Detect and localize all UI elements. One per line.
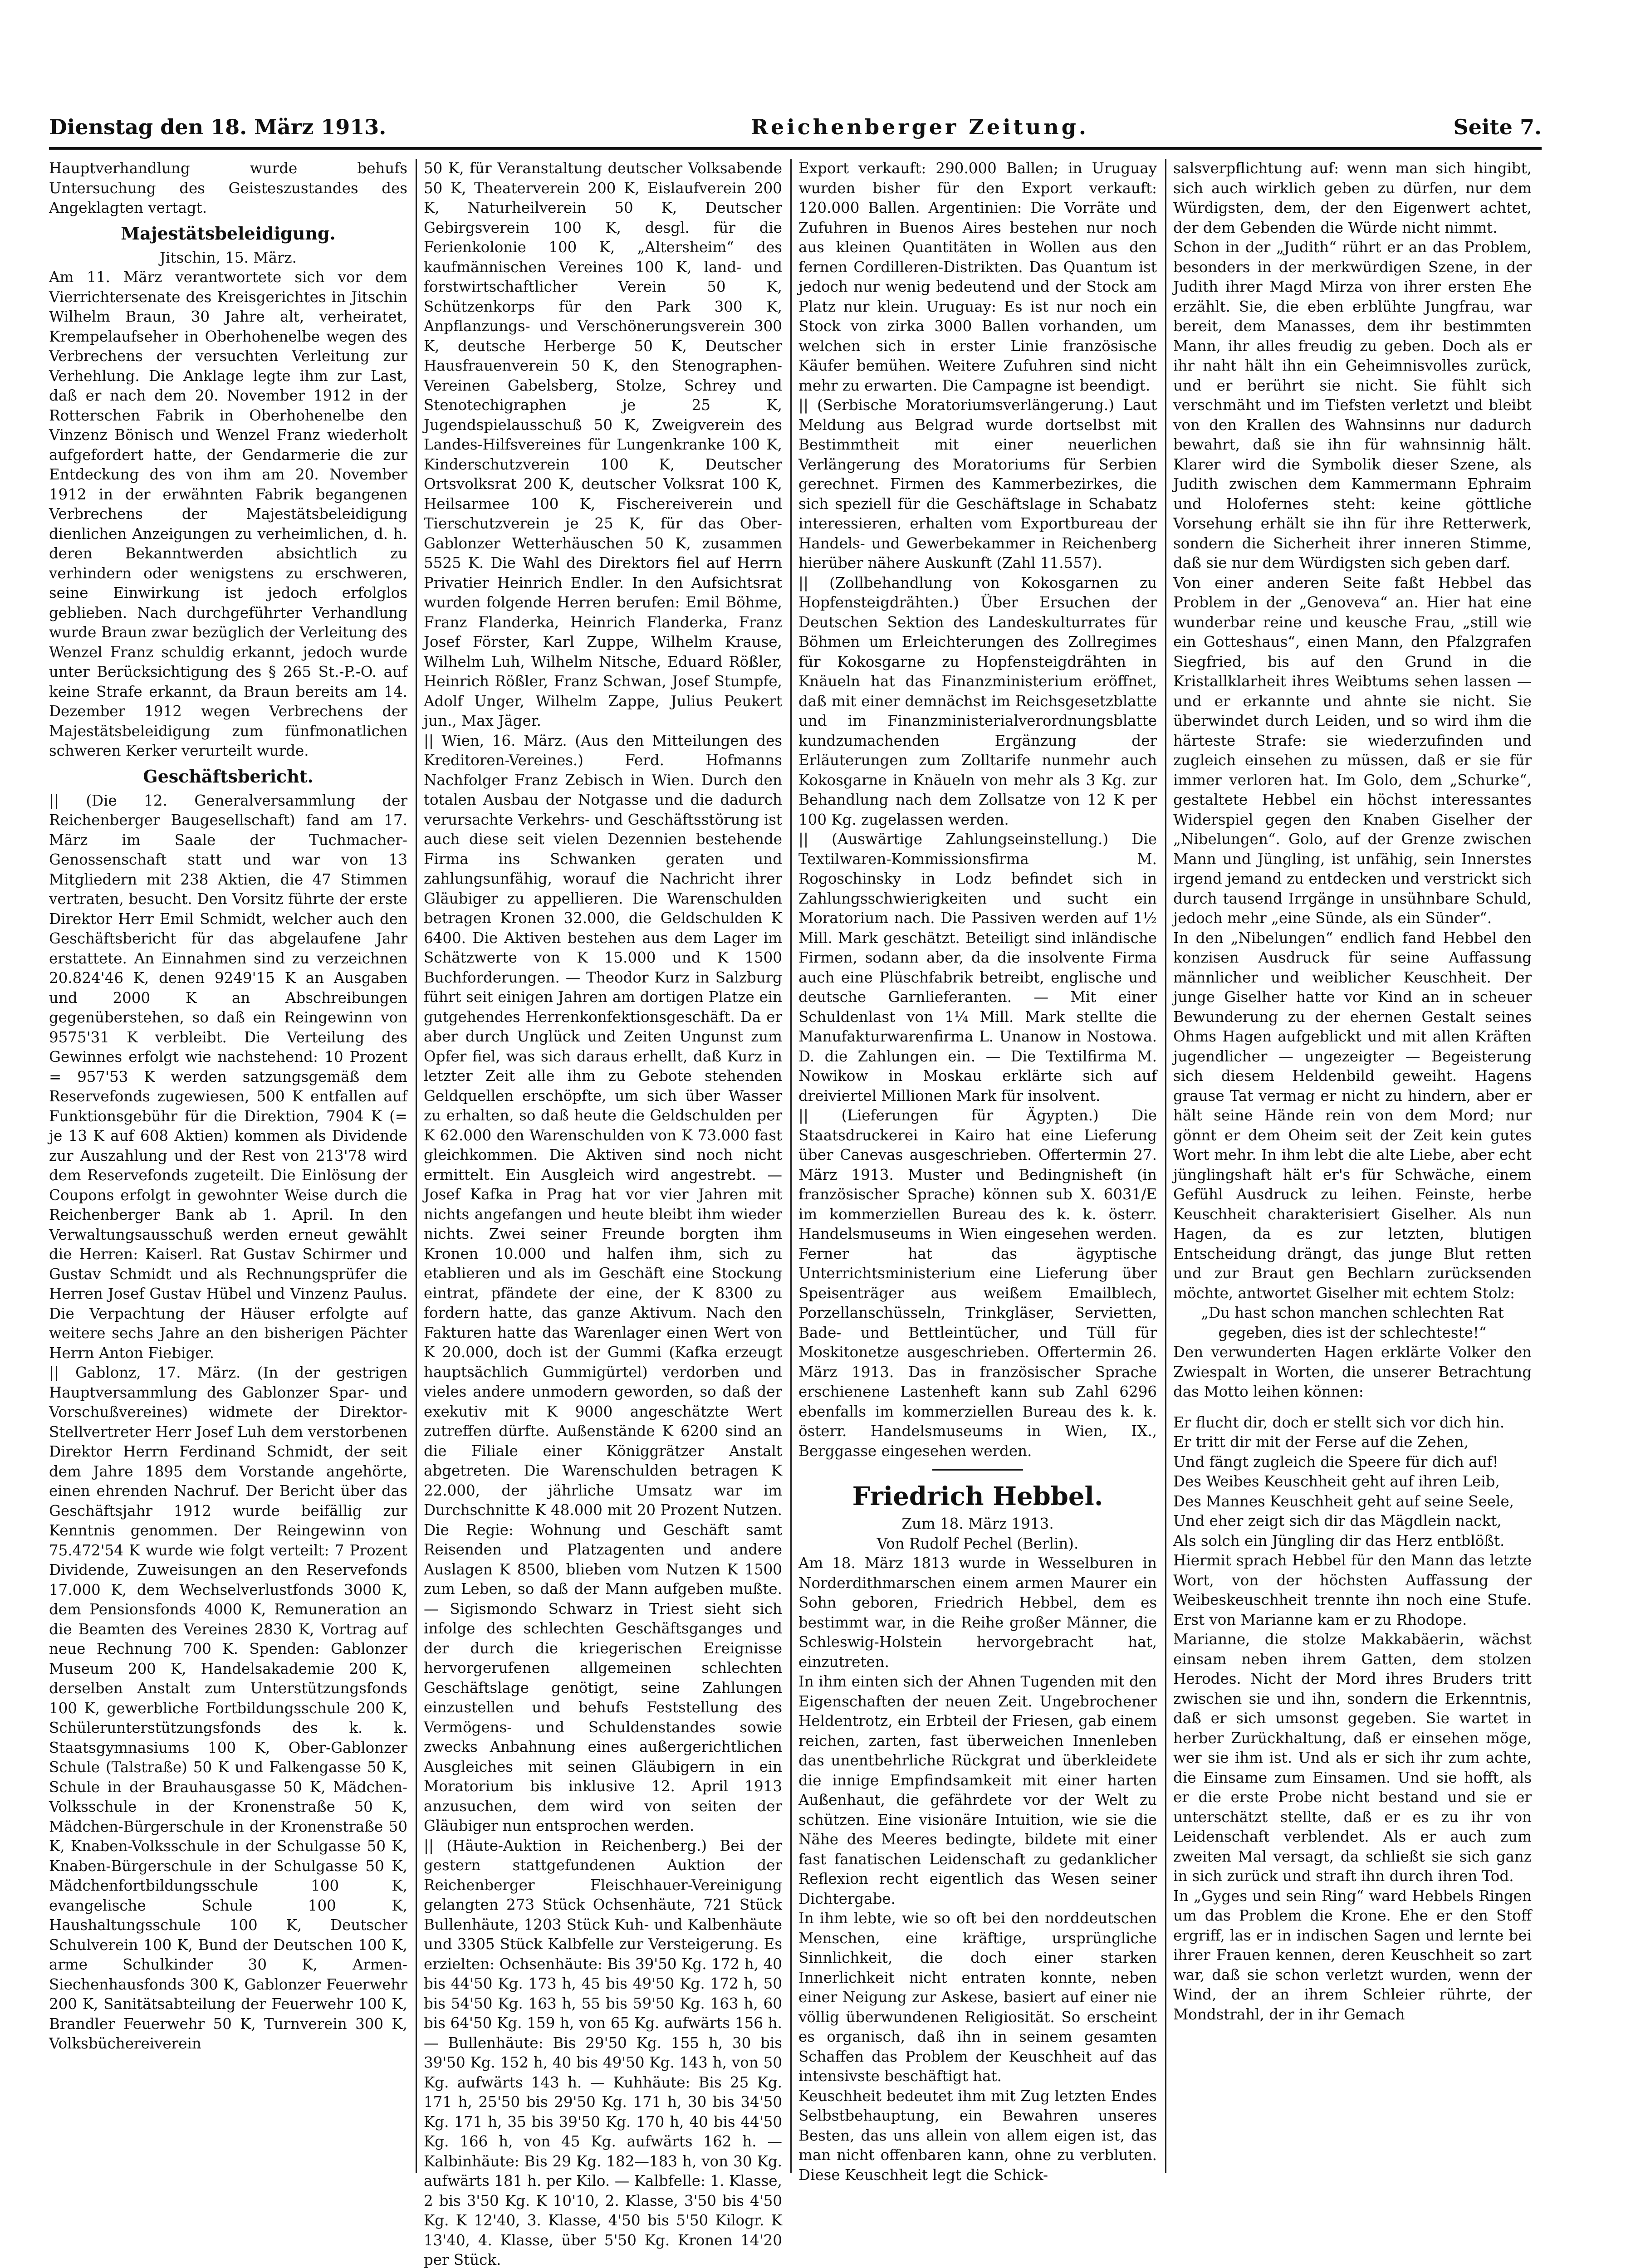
article-paragraph: Hiermit sprach Hebbel für den Mann das letzte Wort, von der höchsten Auffassung der Weibeskeuschheit trennte ihn noch eine Stufe. Erst von Marianne kam er zu Rhodope.: [1173, 1551, 1532, 1630]
dateline: Jitschin, 15. März.: [49, 248, 407, 268]
article-paragraph: 50 K, für Veranstaltung deutscher Volksabende 50 K, Theaterverein 200 K, Eislaufverein 200 K, Naturheilverein 50 K, Deutscher Gebirgsverein 100 K, desgl. für die Ferienkolonie 100 K, „Altersheim“ des kaufmännischen Vereines 100 K, land- und forstwirtschaftlicher Verein 50 K, Schützenkorps für den Park 300 K, Anpflanzungs- und Verschönerungsverein 300 K, deutsche Herberge 50 K, Deutscher Hausfrauenverein 50 K, den Stenographen-Vereinen Gabelsberg, Stolze, Schrey und Stenotechigraphen je 25 K, Jugendspielausschuß 50 K, Zweigverein des Landes-Hilfsvereines für Lungenkranke 100 K, Kinderschutzverein 100 K, Deutscher Ortsvolksrat 200 K, deutscher Volksrat 100 K, Heilsarmee 100 K, Fischereiverein und Tierschutzverein je 25 K, für das Ober-Gablonzer Wetterhäuschen 50 K, zusammen 5525 K. Die Wahl des Direktors fiel auf Herrn Privatier Heinrich Endler. In den Aufsichtsrat wurden folgende Herren berufen: Emil Böhme, Franz Flanderka, Heinrich Flanderka, Franz Josef Förster, Karl Zuppe, Wilhelm Krause, Wilhelm Luh, Wilhelm Nitsche, Eduard Rößler, Heinrich Rößler, Franz Schwan, Josef Stumpfe, Adolf Unger, Wilhelm Zappe, Julius Peukert jun., Max Jäger.: [424, 159, 782, 731]
verse-line: Und fängt zugleich die Speere für dich auf!: [1173, 1452, 1532, 1472]
column-3: [798, 159, 1157, 2173]
verse-line: Er flucht dir, doch er stellt sich vor dich hin.: [1173, 1413, 1532, 1433]
page-header: [49, 109, 1542, 145]
article-paragraph: || Wien, 16. März. (Aus den Mitteilungen des Kreditoren-Vereines.) Ferd. Hofmanns Nachfolger Franz Zebisch in Wien. Durch den totalen Ausbau der Notgasse und die dadurch verursachte Verkehrs- und Geschäftsstörung ist auch diese seit vielen Dezennien bestehende Firma ins Schwanken geraten und zahlungsunfähig, worauf die Nachricht ihrer Gläubiger zu appellieren. Die Warenschulden betragen Kronen 32.000, die Geldschulden K 6400. Die Aktiven bestehen aus dem Lager im Schätzwerte von K 15.000 und K 1500 Buchforderungen. — Theodor Kurz in Salzburg führt seit einigen Jahren am dortigen Platze ein gutgehendes Herrenkonfektionsgeschäft. Da er aber durch Unglück und Zeiten Ungunst zum Opfer fiel, was sich daraus erhellt, daß Kurz in letzter Zeit alle ihm zu Gebote stehenden Geldquellen erschöpfte, um sich über Wasser zu erhalten, so daß heute die Geldschulden per K 62.000 den Warenschulden von K 73.000 fast gleichkommen. Die Aktiven sind noch nicht ermittelt. Ein Ausgleich wird angestrebt. — Josef Kafka in Prag hat vor vier Jahren mit nichts angefangen und heute bleibt ihm wieder nichts. Zwei seiner Freunde borgten ihm Kronen 10.000 und halfen ihm, sich zu etablieren und als im Geschäft eine Stockung eintrat, pfändete der eine, der K 8300 zu fordern hatte, das ganze Aktivum. Nach den Fakturen hatte das Warenlager einen Wert von K 20.000, doch ist der Gummi (Kafka erzeugt hauptsächlich Gummigürtel) verdorben und vieles andere unmodern geworden, so daß der exekutiv mit K 9000 angeschätzte Wert zutreffen dürfte. Außenstände K 6200 sind an die Filiale einer Königgrätzer Anstalt abgetreten. Die Warenschulden betragen K 22.000, der jährliche Umsatz war im Durchschnitte K 48.000 mit 20 Prozent Nutzen. Die Regie: Wohnung und Geschäft samt Reisenden und Platzagenten und andere Auslagen K 8500, blieben vom Nutzen K 1500 zum Leben, so daß der Mann aufgeben mußte. — Sigismondo Schwarz in Triest sieht sich infolge des schlechten Geschäftsganges und der durch die kriegerischen Ereignisse hervorgerufenen allgemeinen schlechten Geschäftslage genötigt, seine Zahlungen einzustellen und behufs Feststellung des Vermögens- und Schuldenstandes sowie zwecks Anbahnung eines außergerichtlichen Ausgleiches mit seinen Gläubigern in ein Moratorium bis inklusive 12. April 1913 anzusuchen, dem wird von seiten der Gläubiger nun entsprochen werden.: [424, 731, 782, 1836]
article-paragraph: In „Gyges und sein Ring“ ward Hebbels Ringen um das Problem die Krone. Ehe er den Stoff ergriff, las er in indischen Sagen und lernte bei ihrer Frauen kennen, deren Keuschheit so zart war, daß sie schon verletzt wurden, wenn der Wind, der an ihrem Schleier rührte, der Mondstrahl, der in ihr Gemach: [1173, 1887, 1532, 2025]
section-divider: [932, 1469, 1023, 1471]
header-date: Dienstag den 18. März 1913.: [49, 115, 386, 139]
column-divider: [790, 159, 792, 2173]
article-paragraph: Hauptverhandlung wurde behufs Untersuchung des Geisteszustandes des Angeklagten vertagt.: [49, 159, 407, 218]
column-2: [424, 159, 782, 2173]
article-paragraph: Am 18. März 1813 wurde in Wesselburen in Norderdithmarschen einem armen Maurer ein Sohn geboren, Friedrich Hebbel, dem es bestimmt war, in die Reihe großer Männer, die Schleswig-Holstein hervorgebracht hat, einzutreten.: [798, 1554, 1157, 1672]
verse-quote: [1173, 1413, 1532, 1551]
article-paragraph: || (Serbische Moratoriumsverlängerung.) Laut Meldung aus Belgrad wurde dortselbst mit Bestimmtheit mit einer neuerlichen Verlängerung des Moratoriums für Serbien gerechnet. Firmen des Kammerbezirkes, die sich speziell für die Geschäftslage in Schabatz interessieren, erhalten vom Exportbureau der Handels- und Gewerbekammer in Reichenberg hierüber nähere Auskunft (Zahl 11.557).: [798, 396, 1157, 573]
verse-line: Des Weibes Keuschheit geht auf ihren Leib,: [1173, 1472, 1532, 1492]
article-paragraph: || Gablonz, 17. März. (In der gestrigen Hauptversammlung des Gablonzer Spar- und Vorschußvereines) widmete der Direktor-Stellvertreter Herr Josef Luh dem verstorbenen Direktor Herrn Ferdinand Schmidt, der seit dem Jahre 1895 dem Vorstande angehörte, einen ehrenden Nachruf. Der Bericht über das Geschäftsjahr 1912 wurde beifällig zur Kenntnis genommen. Der Reingewinn von 75.472'54 K wurde wie folgt verteilt: 7 Prozent Dividende, Zuweisungen an den Reservefonds 17.000 K, dem Wechselverlustfonds 3000 K, dem Pensionsfonds 4000 K, Remuneration an die Beamten des Vereines 2830 K, Vortrag auf neue Rechnung 700 K. Spenden: Gablonzer Museum 200 K, Handelsakademie 200 K, derselben Anstalt zum Unterstützungsfonds 100 K, gewerbliche Fortbildungsschule 200 K, Schülerunterstützungsfonds des k. k. Staatsgymnasiums 100 K, Ober-Gablonzer Schule (Talstraße) 50 K und Falkengasse 50 K, Schule in der Brauhausgasse 50 K, Mädchen-Volksschule in der Kronenstraße 50 K, Mädchen-Bürgerschule in der Kronenstraße 50 K, Knaben-Volksschule in der Schulgasse 50 K, Knaben-Bürgerschule in der Schulgasse 50 K, Mädchenfortbildungsschule 100 K, evangelische Schule 100 K, Haushaltungsschule 100 K, Deutscher Schulverein 100 K, Bund der Deutschen 100 K, arme Schulkinder 30 K, Armen-Siechenhausfonds 300 K, Gablonzer Feuerwehr 200 K, Sanitätsabteilung der Feuerwehr 100 K, Brandler Feuerwehr 50 K, Turnverein 300 K, Volksbüchereiverein: [49, 1363, 407, 2054]
feuilleton-subtitle: Zum 18. März 1913.: [798, 1514, 1157, 1534]
article-paragraph: Von einer anderen Seite faßt Hebbel das Problem in der „Genoveva“ an. Hier hat eine wunderbar reine und keusche Frau, „still wie ein Gotteshaus“, einen Mann, den Pfalzgrafen Siegfried, bis auf den Grund in die Kristallklarheit ihres Weibtums sehen lassen — und er erkannte und ahnte sie nicht. Sie überwindet durch Leiden, und so wird ihm die härteste Strafe: sie wiederzufinden und zugleich einsehen zu müssen, daß er sie für immer verloren hat. Im Golo, dem „Schurke“, gestaltete Hebbel ein höchst interessantes Widerspiel gegen den Knaben Giselher der „Nibelungen“. Golo, auf der Grenze zwischen Mann und Jüngling, ist unfähig, sein Innerstes irgend jemand zu entdecken und verstrickt sich durch tausend Irrgänge in unsühnbare Schuld, jedoch mehr „eine Sünde, als ein Sünder“.: [1173, 573, 1532, 929]
verse-line: Des Mannes Keuschheit geht auf seine Seele,: [1173, 1492, 1532, 1512]
section-heading: Majestätsbeleidigung.: [49, 223, 407, 244]
section-heading: Geschäftsbericht.: [49, 766, 407, 787]
column-divider: [416, 159, 417, 2173]
page-number: Seite 7.: [1453, 115, 1542, 139]
verse-line: Als solch ein Jüngling dir das Herz entblößt.: [1173, 1531, 1532, 1551]
article-paragraph: || (Auswärtige Zahlungseinstellung.) Die Textilwaren-Kommissionsfirma M. Rogoschinsky in Lodz befindet sich in Zahlungsschwierigkeiten und sucht ein Moratorium nach. Die Passiven werden auf 1½ Mill. Mark geschätzt. Beteiligt sind inländische Firmen, sodann aber, da die insolvente Firma auch eine Plüschfabrik betreibt, englische und deutsche Garnlieferanten. — Mit einer Schuldenlast von 1¼ Mill. Mark stellte die Manufakturwarenfirma L. Unanow in Nostowa. D. die Zahlungen ein. — Die Textilfirma M. Nowikow in Moskau erklärte sich auf dreiviertel Millionen Mark für insolvent.: [798, 830, 1157, 1106]
column-4: [1173, 159, 1532, 2173]
article-paragraph: Schon in der „Judith“ rührt er an das Problem, besonders in der merkwürdigen Szene, in der Judith ihrer Magd Mirza von ihrer ersten Ehe erzählt. Sie, die eben erblühte Jungfrau, war bereit, dem Manasses, dem ihr bestimmten Mann, ihr alles freudig zu geben. Doch als er ihr naht hält ihn ein Geheimnisvolles zurück, und er berührt sie nicht. Sie fühlt sich verschmäht und im Tiefsten verletzt und bleibt von den Krallen des Wahnsinns nur dadurch bewahrt, daß sie ihn für wahnsinnig hält. Klarer wird die Symbolik dieser Szene, als Judith zwischen dem Kammermann Ephraim und Holofernes steht: keine göttliche Vorsehung erhält sie ihn für ihre Retterwerk, sondern die Sicherheit ihrer inneren Stimme, daß sie nur dem Würdigsten sich geben darf.: [1173, 238, 1532, 573]
article-paragraph: In ihm lebte, wie so oft bei den norddeutschen Menschen, eine kräftige, ursprüngliche Sinnlichkeit, die doch einer starken Innerlichkeit nicht entraten konnte, neben einer Neigung zur Askese, basiert auf einer nie völlig überwundenen Religiosität. So erscheint es organisch, daß ihn in seinem gesamten Schaffen das Problem der Keuschheit auf das intensivste beschäftigt hat.: [798, 1909, 1157, 2087]
article-paragraph: salsverpflichtung auf: wenn man sich hingibt, sich auch wirklich geben zu dürfen, nur dem Würdigsten, dem, der den Eigenwert achtet, der dem Gebenden die Würde nicht nimmt.: [1173, 159, 1532, 238]
article-paragraph: || (Die 12. Generalversammlung der Reichenberger Baugesellschaft) fand am 17. März im Saale der Tuchmacher-Genossenschaft statt und war von 13 Mitgliedern mit 238 Aktien, die 47 Stimmen vertraten, besucht. Den Vorsitz führte der erste Direktor Herr Emil Schmidt, welcher auch den Geschäftsbericht für das abgelaufene Jahr erstattete. An Einnahmen sind zu verzeichnen 20.824'46 K, denen 9249'15 K an Ausgaben und 2000 K an Abschreibungen gegenüberstehen, so daß ein Reingewinn von 9575'31 K verbleibt. Die Verteilung des Gewinnes erfolgt wie nachstehend: 10 Prozent = 957'53 K werden satzungsgemäß dem Reservefonds zugewiesen, 500 K entfallen auf Funktionsgebühr für die Direktion, 7904 K (= je 13 K auf 608 Aktien) kommen als Dividende zur Auszahlung und der Rest von 213'78 wird dem Reservefonds zugeteilt. Die Einlösung der Coupons erfolgt in gewohnter Weise durch die Reichenberger Bank ab 1. April. In den Verwaltungsausschuß werden erneut gewählt die Herren: Kaiserl. Rat Gustav Schirmer und Gustav Schmidt und als Rechnungsprüfer die Herren Josef Gustav Hübel und Vinzenz Paulus. Die Verpachtung der Häuser erfolgte auf weitere sechs Jahre an den bisherigen Pächter Herrn Anton Fiebiger.: [49, 791, 407, 1364]
column-divider: [1165, 159, 1166, 2173]
column-1: [49, 159, 407, 2173]
article-paragraph: || (Lieferungen für Ägypten.) Die Staatsdruckerei in Kairo hat eine Lieferung über Canevas ausgeschrieben. Offertermin 27. März 1913. Muster und Bedingnisheft (in französischer Sprache) können sub X. 6031/E im kommerziellen Bureau des k. k. österr. Handelsmuseums in Wien eingesehen werden. Ferner hat das ägyptische Unterrichtsministerium eine Lieferung über Speisenträger aus weißem Emailblech, Porzellanschüsseln, Trinkgläser, Servietten, Bade- und Bettleintücher, und Tüll für Moskitonetze ausgeschrieben. Offertermin 26. März 1913. Das in französischer Sprache erschienene Lastenheft kann sub Zahl 6296 ebenfalls im kommerziellen Bureau des k. k. österr. Handelsmuseums in Wien, IX., Berggasse eingesehen werden.: [798, 1106, 1157, 1461]
quote-line: „Du hast schon manchen schlechten Rat gegeben, dies ist der schlechteste!“: [1173, 1303, 1532, 1343]
feuilleton-title: Friedrich Hebbel.: [798, 1481, 1157, 1511]
newspaper-page: [49, 109, 1542, 2177]
newspaper-title: Reichenberger Zeitung.: [751, 115, 1089, 139]
verse-line: Er tritt dir mit der Ferse auf die Zehen,: [1173, 1432, 1532, 1452]
article-paragraph: Am 11. März verantwortete sich vor dem Vierrichtersenate des Kreisgerichtes in Jitschin Wilhelm Braun, 30 Jahre alt, verheiratet, Krempelaufseher in Oberhohenelbe wegen des Verbrechens der versuchten Verleitung zur Verhehlung. Die Anklage legte ihm zur Last, daß er nach dem 20. November 1912 in der Rotterschen Fabrik in Oberhohenelbe den Vinzenz Bönisch und Wenzel Franz wiederholt aufgefordert hatte, der Gendarmerie die zur Entdeckung des von ihm am 20. November 1912 in der erwähnten Fabrik begangenen Verbrechens der Majestätsbeleidigung dienlichen Anzeigungen zu verheimlichen, d. h. deren Bekanntwerden absichtlich zu verhindern oder wenigstens zu erschweren, seine Einwirkung ist jedoch erfolglos geblieben. Nach durchgeführter Verhandlung wurde Braun zwar bezüglich der Verleitung des Wenzel Franz schuldig erkannt, jedoch wurde unter Berücksichtigung des § 265 St.-P.-O. auf keine Strafe erkannt, da Braun bereits am 14. Dezember 1912 wegen Verbrechens der Majestätsbeleidigung zum fünfmonatlichen schweren Kerker verurteilt wurde.: [49, 268, 407, 761]
header-rule: [49, 147, 1542, 150]
article-paragraph: Marianne, die stolze Makkabäerin, wächst einsam neben ihrem Gatten, dem stolzen Herodes. Nicht der Mord ihres Bruders tritt zwischen sie und ihn, sondern die Erkenntnis, daß er sich umsonst gegeben. Sie wartet in herber Zurückhaltung, daß er einsehen möge, wer sie ihm ist. Und als er sich ihr zum achte, die Einsame zum Einsamen. Und sie hofft, als er die erste Probe nicht bestand und sie er unterschätzt stellte, daß er es zu ihr von Leidenschaft verblendet. Als er auch zum zweiten Mal versagt, da schließt sie sich ganz in sich zurück und straft ihn durch ihren Tod.: [1173, 1630, 1532, 1887]
article-paragraph: Keuschheit bedeutet ihm mit Zug letzten Endes Selbstbehauptung, ein Bewahren unseres Besten, das uns allein von allem eigen ist, das man nicht offenbaren kann, ohne zu verbluten. Diese Keuschheit legt die Schick-: [798, 2087, 1157, 2185]
article-paragraph: Export verkauft: 290.000 Ballen; in Uruguay wurden bisher für den Export verkauft: 120.000 Ballen. Argentinien: Die Vorräte und Zufuhren in Buenos Aires bestehen nur noch aus kleinen Quantitäten in Wollen aus den fernen Cordilleren-Distrikten. Das Quantum ist jedoch nur wenig bedeutend und der Stock am Platz nur klein. Uruguay: Es ist nur noch ein Stock von zirka 3000 Ballen vorhanden, um welchen sich in erster Linie französische Käufer bemühen. Weitere Zufuhren sind nicht mehr zu erwarten. Die Campagne ist beendigt.: [798, 159, 1157, 396]
article-paragraph: Den verwunderten Hagen erklärte Volker den Zwiespalt in Worten, die unserer Betrachtung das Motto leihen können:: [1173, 1343, 1532, 1402]
article-paragraph: || (Zollbehandlung von Kokosgarnen zu Hopfensteigdrähten.) Über Ersuchen der Deutschen Sektion des Landeskulturrates für Böhmen um Erleichterungen des Zollregimes für Kokosgarne zu Hopfensteigdrähten in Knäueln hat das Finanzministerium eröffnet, daß mit einer demnächst im Reichsgesetzblatte und im Finanzministerialverordnungsblatte kundzumachenden Ergänzung der Erläuterungen zum Zolltarife nunmehr auch Kokosgarne in Knäueln von mehr als 3 Kg. zur Behandlung nach dem Zollsatze von 12 K per 100 Kg. zugelassen werden.: [798, 573, 1157, 830]
article-paragraph: || (Häute-Auktion in Reichenberg.) Bei der gestern stattgefundenen Auktion der Reichenberger Fleischhauer-Vereinigung gelangten 273 Stück Ochsenhäute, 721 Stück Bullenhäute, 1203 Stück Kuh- und Kalbenhäute und 3305 Stück Kalbfelle zur Versteigerung. Es erzielten: Ochsenhäute: Bis 39'50 Kg. 172 h, 40 bis 44'50 Kg. 173 h, 45 bis 49'50 Kg. 172 h, 50 bis 54'50 Kg. 163 h, 55 bis 59'50 Kg. 163 h, 60 bis 64'50 Kg. 159 h, von 65 Kg. aufwärts 156 h. — Bullenhäute: Bis 29'50 Kg. 155 h, 30 bis 39'50 Kg. 152 h, 40 bis 49'50 Kg. 143 h, von 50 Kg. aufwärts 143 h. — Kuhhäute: Bis 25 Kg. 171 h, 25'50 bis 29'50 Kg. 171 h, 30 bis 34'50 Kg. 171 h, 35 bis 39'50 Kg. 170 h, 40 bis 44'50 Kg. 166 h, von 45 Kg. aufwärts 162 h. — Kalbinhäute: Bis 29 Kg. 182—183 h, von 30 Kg. aufwärts 181 h. per Kilo. — Kalbfelle: 1. Klasse, 2 bis 3'50 Kg. K 10'10, 2. Klasse, 3'50 bis 4'50 Kg. K 12'40, 3. Klasse, 4'50 bis 5'50 Kilogr. K 13'40, 4. Klasse, über 5'50 Kg. Kronen 14'20 per Stück.: [424, 1836, 782, 2268]
feuilleton-author: Von Rudolf Pechel (Berlin).: [798, 1534, 1157, 1554]
verse-line: Und eher zeigt sich dir das Mägdlein nackt,: [1173, 1511, 1532, 1531]
article-paragraph: In ihm einten sich der Ahnen Tugenden mit den Eigenschaften der neuen Zeit. Ungebrochener Heldentrotz, ein Erbteil der Friesen, gab einem reichen, zarten, fast überweichen Innenleben das unentbehrliche Rückgrat und überkleidete die innige Empfindsamkeit mit einer harten Außenhaut, die gefährdete vor der Welt zu schützen. Eine visionäre Intuition, wie sie die Nähe des Meeres bedingte, bildete mit einer fast fanatischen Leidenschaft zu gedanklicher Reflexion recht eigentlich das Wesen seiner Dichtergabe.: [798, 1672, 1157, 1909]
article-paragraph: In den „Nibelungen“ endlich fand Hebbel den konzisen Ausdruck für seine Auffassung männlicher und weiblicher Keuschheit. Der junge Giselher hatte vor Kind an in scheuer Bewunderung zu der ehernen Gestalt seines Ohms Hagen aufgeblickt und mit allen Kräften jugendlicher — ungezeigter — Begeisterung sich diesem Heldenbild geweiht. Hagens grause Tat vermag er nicht zu hindern, aber er hält seine Hände rein von dem Mord; nur gönnt er dem Oheim seit der Zeit kein gutes Wort mehr. In ihm lebt die alte Liebe, aber echt jünglingshaft hält er's für Schwäche, einem Gefühl Ausdruck zu leihen. Feinste, herbe Keuschheit charakterisiert Giselher. Als nun Hagen, da es zur letzten, blutigen Entscheidung drängt, das junge Blut retten und zur Braut gen Bechlarn zurücksenden möchte, antwortet Giselher mit echtem Stolz:: [1173, 929, 1532, 1304]
